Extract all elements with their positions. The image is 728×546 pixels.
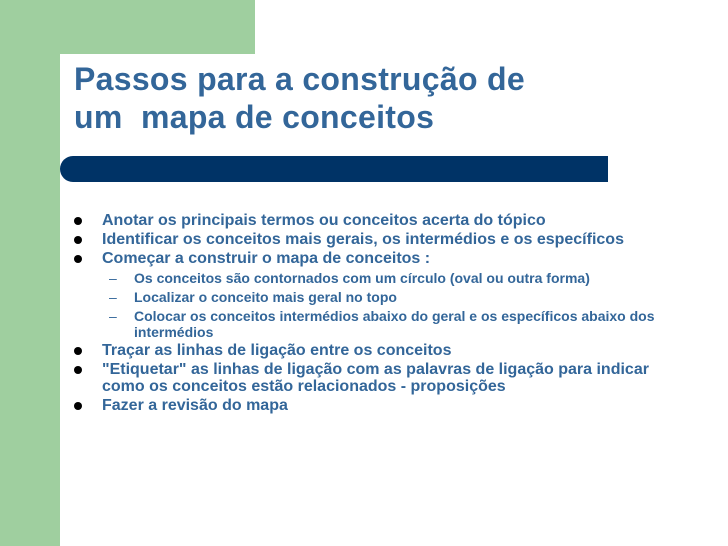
- bullet-dot-icon: [74, 255, 82, 263]
- sub-bullet-text: Colocar os conceitos intermédios abaixo do geral e os específicos abaixo dos intermédios: [134, 308, 655, 340]
- title-underline-bar: [60, 156, 608, 182]
- bullet-text: Fazer a revisão do mapa: [102, 397, 288, 414]
- slide-title: [74, 60, 525, 136]
- bullet-text: Identificar os conceitos mais gerais, os intermédios e os específicos: [102, 231, 624, 248]
- bullet-list: [74, 210, 674, 414]
- bullet-dot-icon: [74, 217, 82, 225]
- title-line-1: Passos para a construção de: [74, 61, 525, 97]
- title-line-2: um mapa de conceitos: [74, 99, 435, 135]
- dash-marker: –: [109, 270, 117, 286]
- dash-marker: –: [109, 289, 117, 305]
- bullet-dot-icon: [74, 366, 82, 374]
- bullet-text: Começar a construir o mapa de conceitos :: [102, 250, 431, 267]
- sub-bullet-item: [74, 289, 674, 305]
- bullet-item: [74, 361, 674, 395]
- bullet-item: [74, 212, 674, 229]
- sub-bullet-item: [74, 270, 674, 286]
- sub-bullet-item: [74, 308, 674, 340]
- sub-bullet-text: Os conceitos são contornados com um círculo (oval ou outra forma): [134, 270, 590, 286]
- bullet-text: "Etiquetar" as linhas de ligação com as palavras de ligação para indicar como os conceitos estão relacionados - proposições: [102, 361, 649, 395]
- bullet-item: [74, 397, 674, 414]
- left-green-strip: [0, 0, 60, 546]
- bullet-item: [74, 231, 674, 248]
- bullet-dot-icon: [74, 402, 82, 410]
- bullet-text: Traçar as linhas de ligação entre os conceitos: [102, 342, 452, 359]
- sub-bullet-text: Localizar o conceito mais geral no topo: [134, 289, 397, 305]
- bullet-text: Anotar os principais termos ou conceitos acerta do tópico: [102, 212, 546, 229]
- bullet-dot-icon: [74, 347, 82, 355]
- bullet-item: [74, 342, 674, 359]
- dash-marker: –: [109, 308, 117, 324]
- bullet-item: [74, 250, 674, 267]
- bullet-dot-icon: [74, 236, 82, 244]
